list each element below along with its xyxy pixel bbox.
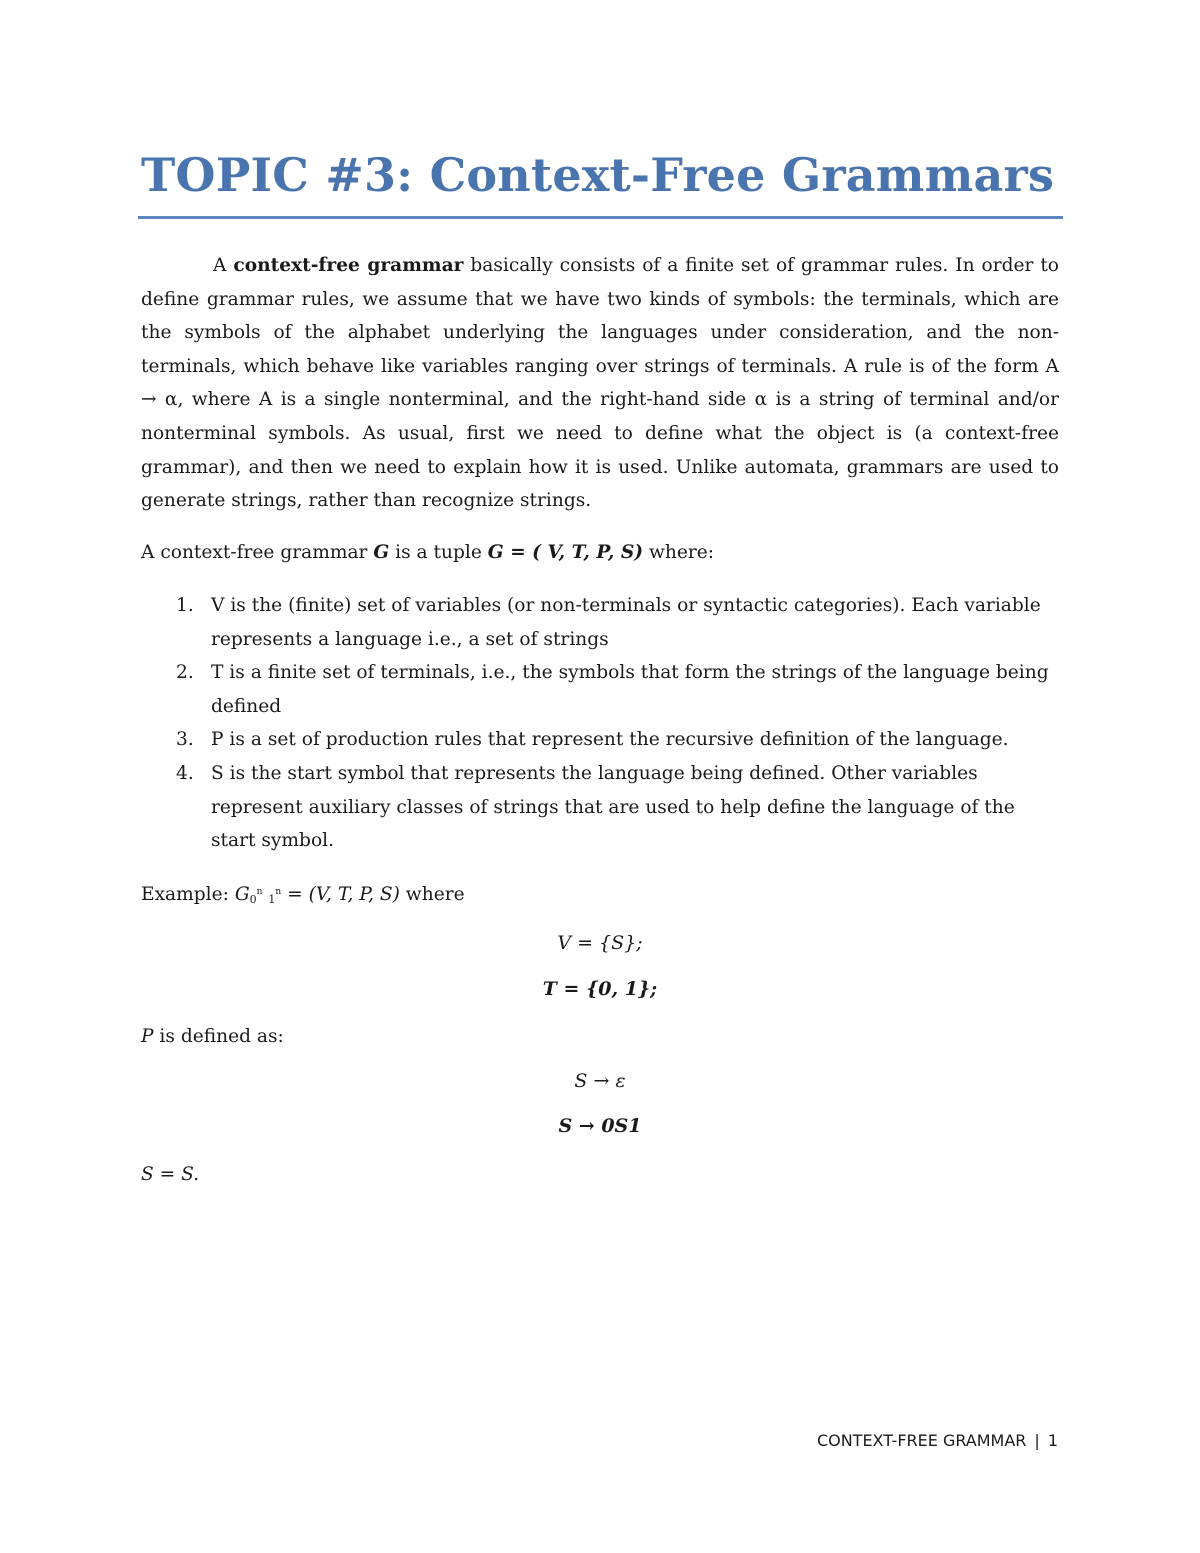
equation-variables: V = {S}; xyxy=(557,932,643,954)
list-text: P is a set of production rules that represent the recursive definition of the language. xyxy=(211,729,1009,751)
example-sub-a: 0 xyxy=(249,893,257,906)
footer-page-number: 1 xyxy=(1047,1431,1058,1450)
list-number: 4. xyxy=(176,762,194,784)
list-text: V is the (finite) set of variables (or non-terminals or syntactic categories). Each variable represents a language i.e., a set of strings xyxy=(211,595,1041,650)
productions-label xyxy=(141,1020,1059,1054)
intro-bold-term: context-free grammar xyxy=(233,255,464,276)
page-title: TOPIC #3: Context-Free Grammars xyxy=(141,148,1055,202)
definition-line xyxy=(141,536,1059,570)
productions-text: is defined as: xyxy=(153,1026,284,1047)
example-sub-b: 1 xyxy=(268,893,276,906)
definition-mid: is a tuple xyxy=(389,542,488,563)
productions-symbol: P xyxy=(141,1026,154,1047)
start-symbol-definition: S = S. xyxy=(141,1164,200,1185)
list-number: 3. xyxy=(176,729,194,751)
example-sup-b: n xyxy=(275,887,282,897)
list-text: T is a finite set of terminals, i.e., the symbols that form the strings of the language being defined xyxy=(211,662,1049,717)
example-line xyxy=(141,876,1059,917)
intro-text: basically consists of a finite set of grammar rules. In order to define grammar rules, we assume that we have two kinds of symbols: the terminals, which are the symbols of the alphabet underlying the languages under consideration, and the non-terminals, which behave like variables ranging over strings of terminals. A rule is of the form A → α, where A is a single nonterminal, and the right-hand side α is a string of terminal and/or nonterminal symbols. As usual, first we need to define what the object is (a context-free grammar), and then we need to explain how it is used. Unlike automata, grammars are used to generate strings, rather than recognize strings. xyxy=(141,255,1059,512)
definition-tuple: G = ( V, T, P, S) xyxy=(487,542,644,563)
list-item xyxy=(141,656,1059,723)
list-number: 1. xyxy=(176,595,194,616)
footer-separator: | xyxy=(1034,1431,1040,1450)
example-grammar-symbol: G xyxy=(234,884,250,905)
document-page xyxy=(141,0,1059,1553)
example-tuple: = (V, T, P, S) xyxy=(281,884,400,905)
list-text: S is the start symbol that represents the language being defined. Other variables represent auxiliary classes of strings that are used to help define the language of the start symbol. xyxy=(211,762,1015,852)
title-underline xyxy=(138,216,1063,219)
definition-list xyxy=(141,589,1059,858)
definition-post: where: xyxy=(643,542,715,563)
production-rule-epsilon: S → ε xyxy=(574,1070,626,1092)
footer-label: CONTEXT-FREE GRAMMAR xyxy=(816,1431,1027,1450)
definition-pre: A context-free grammar xyxy=(141,542,374,563)
example-where: where xyxy=(399,884,465,905)
example-sup-a: n xyxy=(256,887,263,897)
definition-symbol-g: G xyxy=(373,542,390,563)
list-item xyxy=(141,723,1059,757)
intro-paragraph xyxy=(141,249,1059,518)
example-label: Example: xyxy=(141,884,235,905)
intro-lead: A xyxy=(213,255,234,276)
production-rule-recursive: S → 0S1 xyxy=(558,1115,642,1137)
list-item xyxy=(141,589,1059,656)
page-footer xyxy=(817,1431,1058,1450)
list-number: 2. xyxy=(176,662,194,684)
equation-terminals: T = {0, 1}; xyxy=(542,978,658,1000)
list-item xyxy=(141,757,1059,858)
